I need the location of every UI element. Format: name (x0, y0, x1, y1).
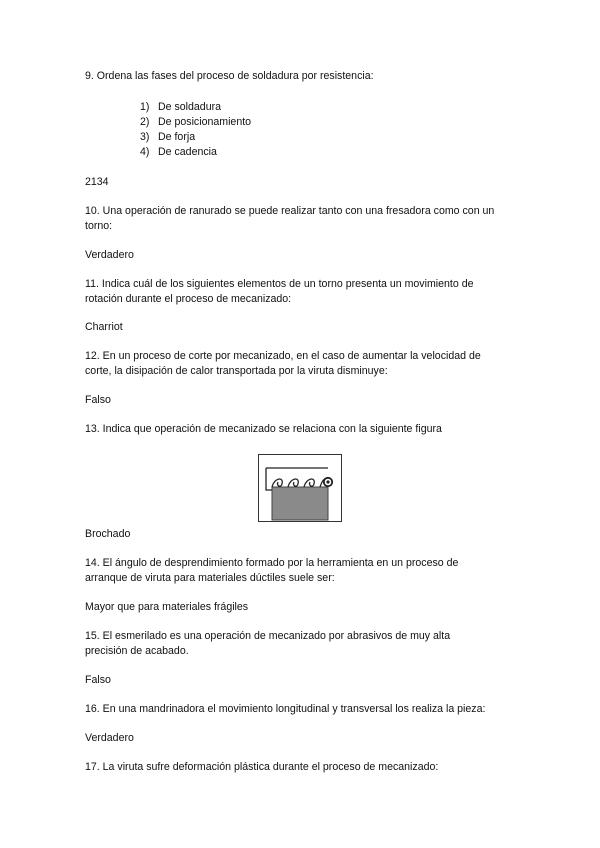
q12-answer: Falso (85, 394, 111, 406)
q9-answer: 2134 (85, 176, 109, 188)
q12-question-line1: 12. En un proceso de corte por mecanizado, en el caso de aumentar la velocidad de (85, 350, 481, 362)
q13-question: 13. Indica que operación de mecanizado se relaciona con la siguiente figura (85, 423, 442, 435)
q15-answer: Falso (85, 674, 111, 686)
q10-question-line1: 10. Una operación de ranurado se puede realizar tanto con una fresadora como con un (85, 205, 495, 217)
q12-question-line2: corte, la disipación de calor transportada por la viruta disminuye: (85, 365, 388, 377)
q16-question: 16. En una mandrinadora el movimiento longitudinal y transversal los realiza la pieza: (85, 703, 486, 715)
q17-question: 17. La viruta sufre deformación plástica durante el proceso de mecanizado: (85, 761, 439, 773)
q9-phase-list (140, 100, 251, 160)
q10-question-line2: torno: (85, 220, 113, 232)
broaching-figure (258, 454, 342, 522)
list-item: 4) De cadencia (140, 146, 217, 158)
q11-answer: Charriot (85, 321, 123, 333)
q14-question-line2: arranque de viruta para materiales dúctiles suele ser: (85, 572, 335, 584)
q15-question-line1: 15. El esmerilado es una operación de mecanizado por abrasivos de muy alta (85, 630, 451, 642)
q13-answer: Brochado (85, 528, 131, 540)
q11-question-line2: rotación durante el proceso de mecanizado: (85, 293, 292, 305)
q10-answer: Verdadero (85, 249, 134, 261)
list-item: 2) De posicionamiento (140, 116, 252, 128)
q16-answer: Verdadero (85, 732, 134, 744)
list-item: 3) De forja (140, 131, 196, 143)
list-item: 1) De soldadura (140, 101, 222, 113)
q14-question-line1: 14. El ángulo de desprendimiento formado por la herramienta en un proceso de (85, 557, 459, 569)
q14-answer: Mayor que para materiales frágiles (85, 601, 249, 613)
q9-question: 9. Ordena las fases del proceso de soldadura por resistencia: (85, 70, 374, 82)
q11-question-line1: 11. Indica cuál de los siguientes elementos de un torno presenta un movimiento de (85, 278, 474, 290)
q15-question-line2: precisión de acabado. (85, 645, 189, 657)
